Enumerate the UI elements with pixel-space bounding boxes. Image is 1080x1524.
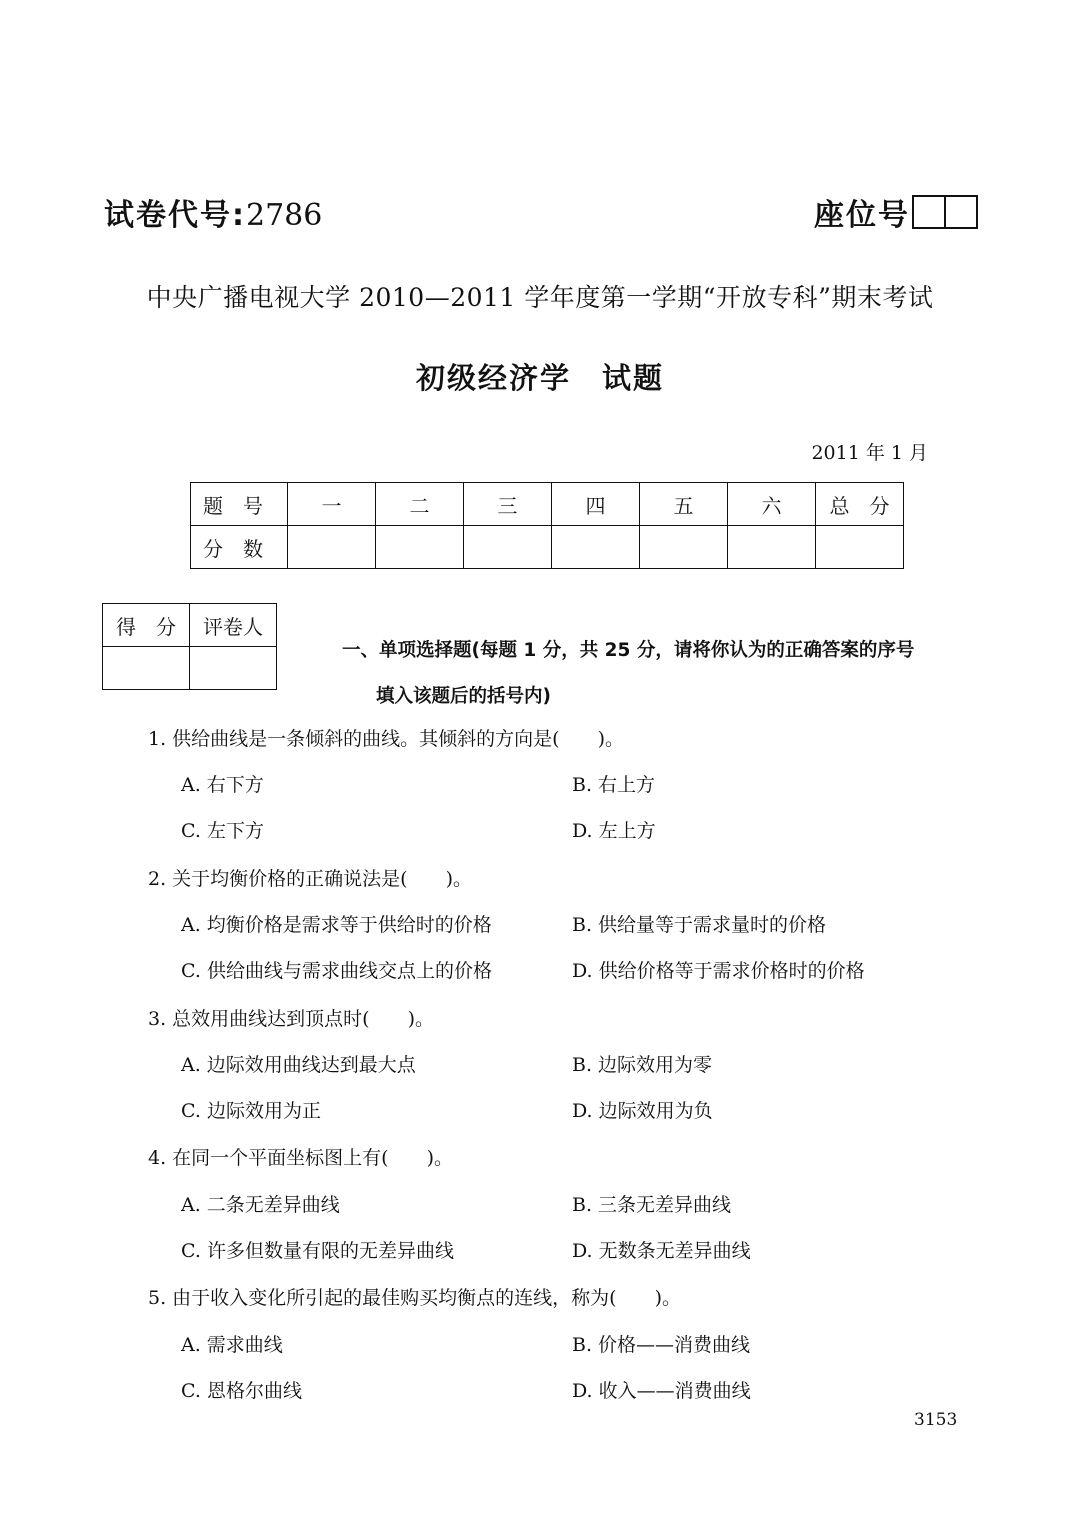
grader-score-cell[interactable]	[103, 647, 190, 690]
exam-date: 2011 年 1 月	[811, 442, 928, 464]
option: D. 左上方	[572, 820, 656, 842]
grader-name-label: 评卷人	[190, 604, 277, 647]
option: C. 边际效用为正	[181, 1100, 321, 1122]
option: B. 三条无差异曲线	[572, 1194, 732, 1216]
score-table-header: 四	[552, 483, 640, 526]
option: C. 供给曲线与需求曲线交点上的价格	[181, 960, 492, 982]
score-cell[interactable]	[464, 526, 552, 569]
score-cell[interactable]	[640, 526, 728, 569]
university-line: 中央广播电视大学 2010—2011 学年度第一学期“开放专科”期末考试	[146, 283, 934, 312]
option: D. 边际效用为负	[572, 1100, 713, 1122]
question-stem: 1. 供给曲线是一条倾斜的曲线。其倾斜的方向是( )。	[148, 728, 624, 750]
section-title-continued: 填入该题后的括号内)	[376, 686, 551, 707]
option: A. 均衡价格是需求等于供给时的价格	[181, 914, 492, 936]
paper-code-number: 2786	[246, 198, 323, 233]
seat-box[interactable]	[946, 195, 978, 229]
score-table-header: 五	[640, 483, 728, 526]
seat-number-boxes[interactable]	[912, 195, 978, 229]
seat-number	[814, 190, 978, 234]
score-cell[interactable]	[728, 526, 816, 569]
question-stem: 4. 在同一个平面坐标图上有( )。	[148, 1147, 453, 1169]
option: C. 许多但数量有限的无差异曲线	[181, 1240, 454, 1262]
paper-code-label: 试卷代号:	[104, 198, 246, 233]
option: A. 二条无差异曲线	[181, 1194, 340, 1216]
grader-name-cell[interactable]	[190, 647, 277, 690]
grader-score-label: 得 分	[103, 604, 190, 647]
paper-code	[104, 190, 322, 234]
option: A. 边际效用曲线达到最大点	[181, 1054, 416, 1076]
score-table-header: 三	[464, 483, 552, 526]
score-table-header: 二	[376, 483, 464, 526]
option: C. 左下方	[181, 820, 264, 842]
question-stem: 5. 由于收入变化所引起的最佳购买均衡点的连线，称为( )。	[148, 1287, 681, 1309]
question-stem: 2. 关于均衡价格的正确说法是( )。	[148, 868, 472, 890]
page-number: 3153	[914, 1410, 958, 1430]
score-cell[interactable]	[288, 526, 376, 569]
score-table-label: 题 号	[191, 483, 288, 526]
option: D. 供给价格等于需求价格时的价格	[572, 960, 865, 982]
question-stem: 3. 总效用曲线达到顶点时( )。	[148, 1008, 434, 1030]
option: D. 无数条无差异曲线	[572, 1240, 751, 1262]
score-table-header: 六	[728, 483, 816, 526]
score-table-score-row	[191, 526, 904, 569]
score-cell[interactable]	[552, 526, 640, 569]
score-table-label: 分 数	[191, 526, 288, 569]
grader-table	[102, 603, 277, 690]
score-cell[interactable]	[376, 526, 464, 569]
score-cell-total[interactable]	[816, 526, 904, 569]
score-table	[190, 482, 904, 569]
option: B. 价格——消费曲线	[572, 1334, 751, 1356]
option: B. 供给量等于需求量时的价格	[572, 914, 827, 936]
score-table-header: 一	[288, 483, 376, 526]
option: B. 右上方	[572, 774, 656, 796]
score-table-header-row	[191, 483, 904, 526]
option: A. 需求曲线	[181, 1334, 283, 1356]
seat-box[interactable]	[912, 195, 946, 229]
option: D. 收入——消费曲线	[572, 1380, 751, 1402]
exam-title: 初级经济学 试题	[415, 361, 664, 395]
option: B. 边际效用为零	[572, 1054, 713, 1076]
score-table-header-total: 总 分	[816, 483, 904, 526]
option: C. 恩格尔曲线	[181, 1380, 302, 1402]
section-title: 一、单项选择题(每题 1 分，共 25 分，请将你认为的正确答案的序号	[342, 640, 915, 661]
option: A. 右下方	[181, 774, 264, 796]
seat-label: 座位号	[814, 198, 910, 233]
